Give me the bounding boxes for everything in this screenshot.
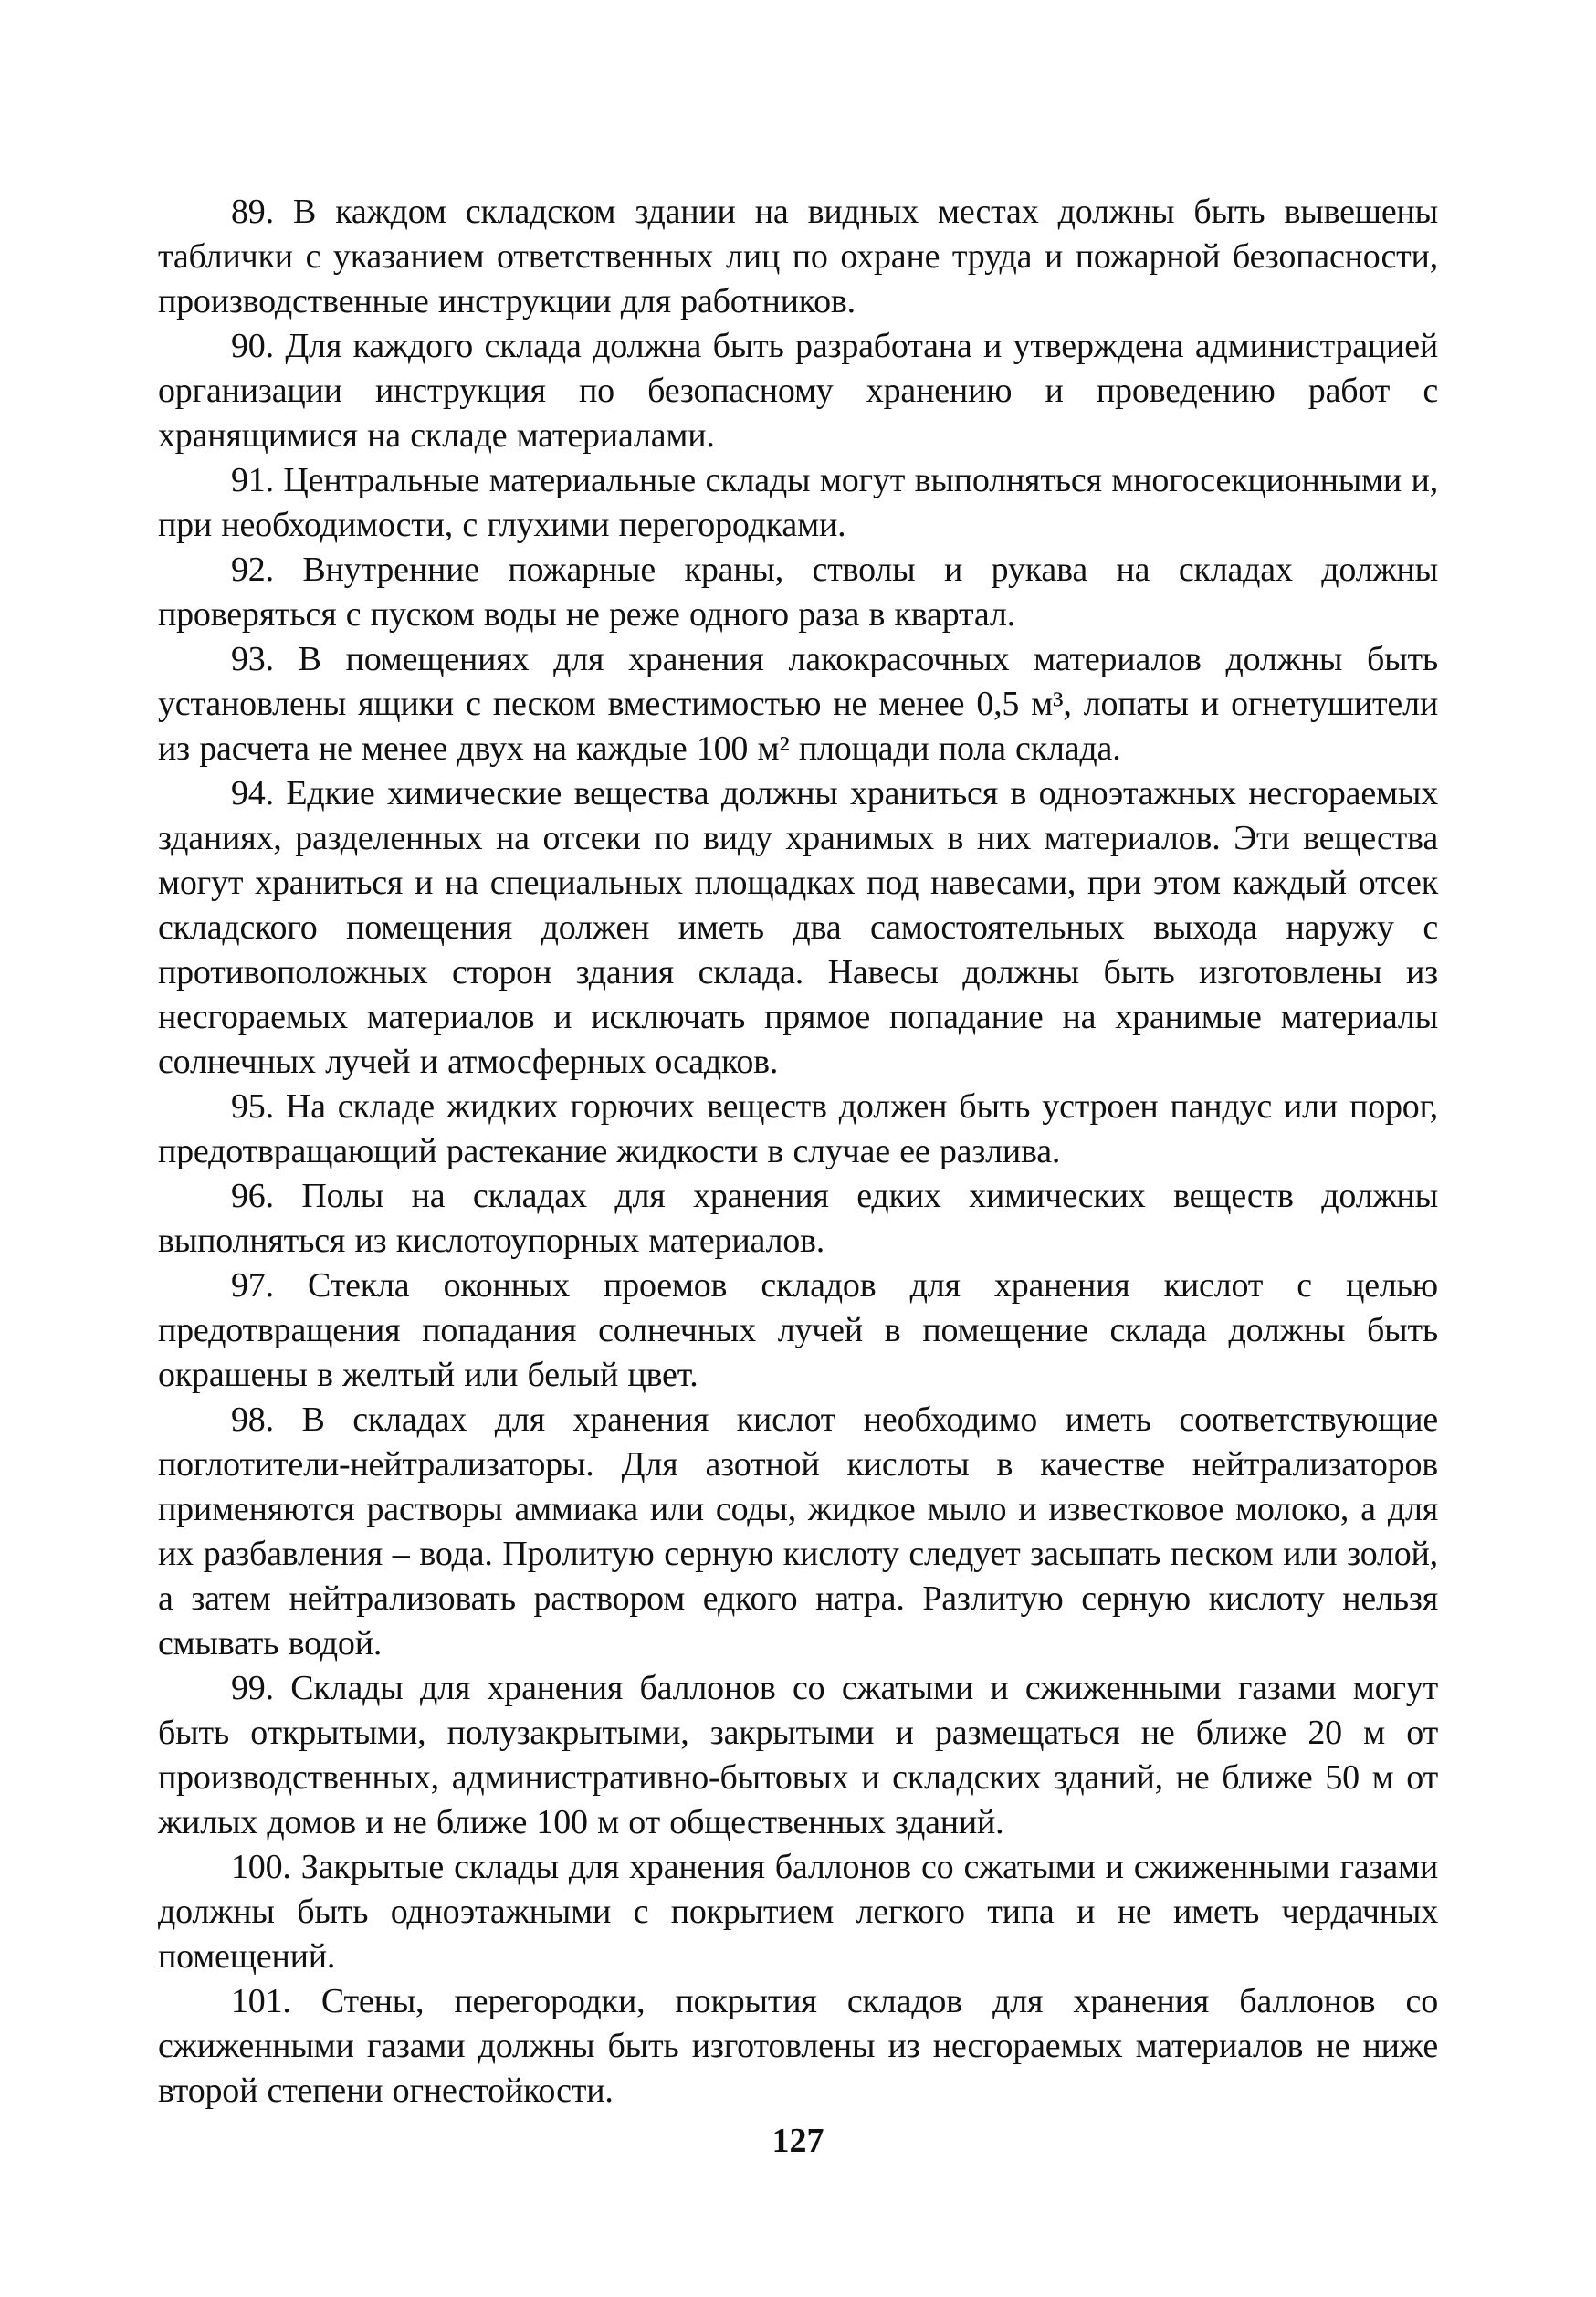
paragraph-94: 94. Едкие химические вещества должны храниться в одноэтажных несгораемых зданиях, разделенных на отсеки по виду хранимых в них материалов. Эти вещества могут храниться и на специальных площадках под навесами, при этом каждый отсек складского помещения должен иметь два самостоятельных выхода наружу с противоположных сторон здания склада. Навесы должны быть изготовлены из несгораемых материалов и исключать прямое попадание на хранимые материалы солнечных лучей и атмосферных осадков. [158, 774, 1438, 1081]
paragraph-95: 95. На складе жидких горючих веществ должен быть устроен пандус или порог, предотвращающий растекание жидкости в случае ее разлива. [158, 1087, 1438, 1170]
paragraph-101: 101. Стены, перегородки, покрытия складов для хранения баллонов со сжиженными газами должны быть изготовлены из несгораемых материалов не ниже второй степени огнестойкости. [158, 1982, 1438, 2110]
paragraph-91: 91. Центральные материальные склады могут выполняться многосекционными и, при необходимости, с глухими перегородками. [158, 461, 1438, 544]
paragraph-90: 90. Для каждого склада должна быть разработана и утверждена администрацией организации инструкция по безопасному хранению и проведению работ с хранящимися на складе материалами. [158, 327, 1438, 455]
paragraph-99: 99. Склады для хранения баллонов со сжатыми и сжиженными газами могут быть открытыми, полузакрытыми, закрытыми и размещаться не ближе 20 м от производственных, административно-бытовых и складских зданий, не ближе 50 м от жилых домов и не ближе 100 м от общественных зданий. [158, 1669, 1438, 1841]
paragraph-96: 96. Полы на складах для хранения едких химических веществ должны выполняться из кислотоупорных материалов. [158, 1177, 1438, 1260]
paragraph-93: 93. В помещениях для хранения лакокрасочных материалов должны быть установлены ящики с песком вместимостью не менее 0,5 м³, лопаты и огнетушители из расчета не менее двух на каждые 100 м² площади пола склада. [158, 640, 1438, 768]
paragraph-97: 97. Стекла оконных проемов складов для хранения кислот с целью предотвращения попадания солнечных лучей в помещение склада должны быть окрашены в желтый или белый цвет. [158, 1266, 1438, 1394]
paragraph-100: 100. Закрытые склады для хранения баллонов со сжатыми и сжиженными газами должны быть одноэтажными с покрытием легкого типа и не иметь чердачных помещений. [158, 1848, 1438, 1976]
paragraph-89: 89. В каждом складском здании на видных местах должны быть вывешены таблички с указанием ответственных лиц по охране труда и пожарной безопасности, производственные инструкции для работников. [158, 193, 1438, 320]
page-number: 127 [772, 2122, 824, 2160]
paragraph-92: 92. Внутренние пожарные краны, стволы и рукава на складах должны проверяться с пуском воды не реже одного раза в квартал. [158, 551, 1438, 634]
paragraph-98: 98. В складах для хранения кислот необходимо иметь соответствующие поглотители-нейтрализаторы. Для азотной кислоты в качестве нейтрализаторов применяются растворы аммиака или соды, жидкое мыло и известковое молоко, а для их разбавления – вода. Пролитую серную кислоту следует засыпать песком или золой, а затем нейтрализовать раствором едкого натра. Разлитую серную кислоту нельзя смывать водой. [158, 1400, 1438, 1662]
page-body [158, 190, 1438, 2113]
